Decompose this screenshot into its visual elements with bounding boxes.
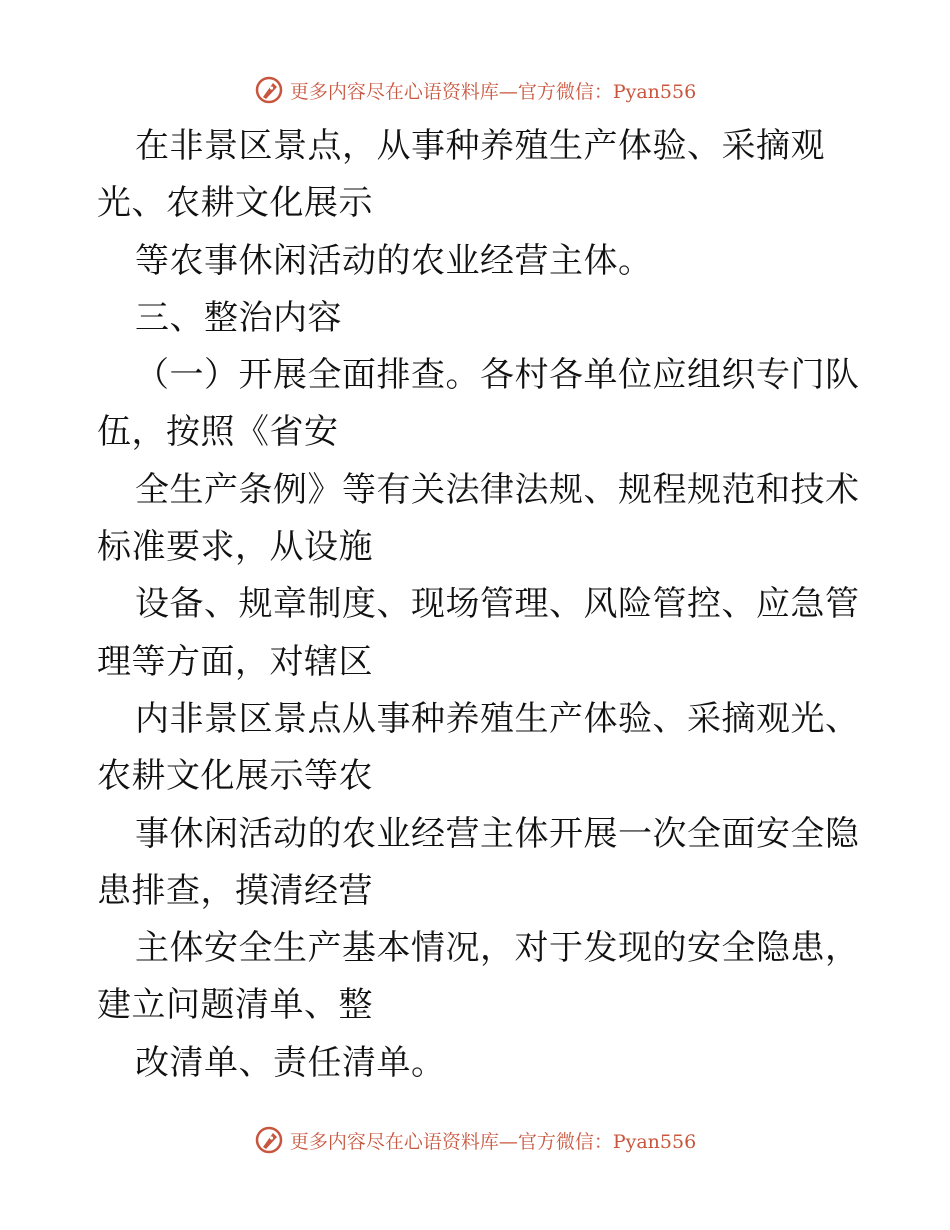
footer-watermark bbox=[0, 1120, 950, 1160]
text-line: 三、整治内容 bbox=[135, 297, 342, 338]
text-line: 主体安全生产基本情况，对于发现的安全隐患， bbox=[135, 928, 860, 969]
text-line: 农耕文化展示等农 bbox=[97, 756, 373, 797]
text-line: 伍，按照《省安 bbox=[97, 412, 339, 453]
header-watermark bbox=[0, 70, 950, 110]
text-line: 全生产条例》等有关法律法规、规程规范和技术 bbox=[135, 469, 860, 510]
text-line: 等农事休闲活动的农业经营主体。 bbox=[135, 240, 653, 281]
text-line: 理等方面，对辖区 bbox=[97, 641, 373, 682]
pen-nib-seal-icon bbox=[254, 1125, 284, 1155]
text-line: 内非景区景点从事种养殖生产体验、采摘观光、 bbox=[135, 698, 860, 739]
text-line: 患排查，摸清经营 bbox=[97, 870, 373, 911]
text-line: 在非景区景点，从事种养殖生产体验、采摘观 bbox=[135, 126, 825, 166]
pen-nib-seal-icon bbox=[254, 75, 284, 105]
watermark-text: 更多内容尽在心语资料库—官方微信：Pyan556 bbox=[289, 80, 697, 103]
text-line: （一）开展全面排查。各村各单位应组织专门队 bbox=[135, 355, 860, 396]
document-body bbox=[97, 118, 867, 1092]
text-line: 设备、规章制度、现场管理、风险管控、应急管 bbox=[135, 584, 860, 625]
text-line: 事休闲活动的农业经营主体开展一次全面安全隐 bbox=[135, 813, 860, 854]
watermark-text: 更多内容尽在心语资料库—官方微信：Pyan556 bbox=[289, 1130, 697, 1153]
text-line: 改清单、责任清单。 bbox=[135, 1042, 446, 1083]
text-line: 光、农耕文化展示 bbox=[97, 183, 373, 224]
text-line: 建立问题清单、整 bbox=[97, 985, 373, 1026]
text-line: 标准要求，从设施 bbox=[97, 527, 373, 568]
